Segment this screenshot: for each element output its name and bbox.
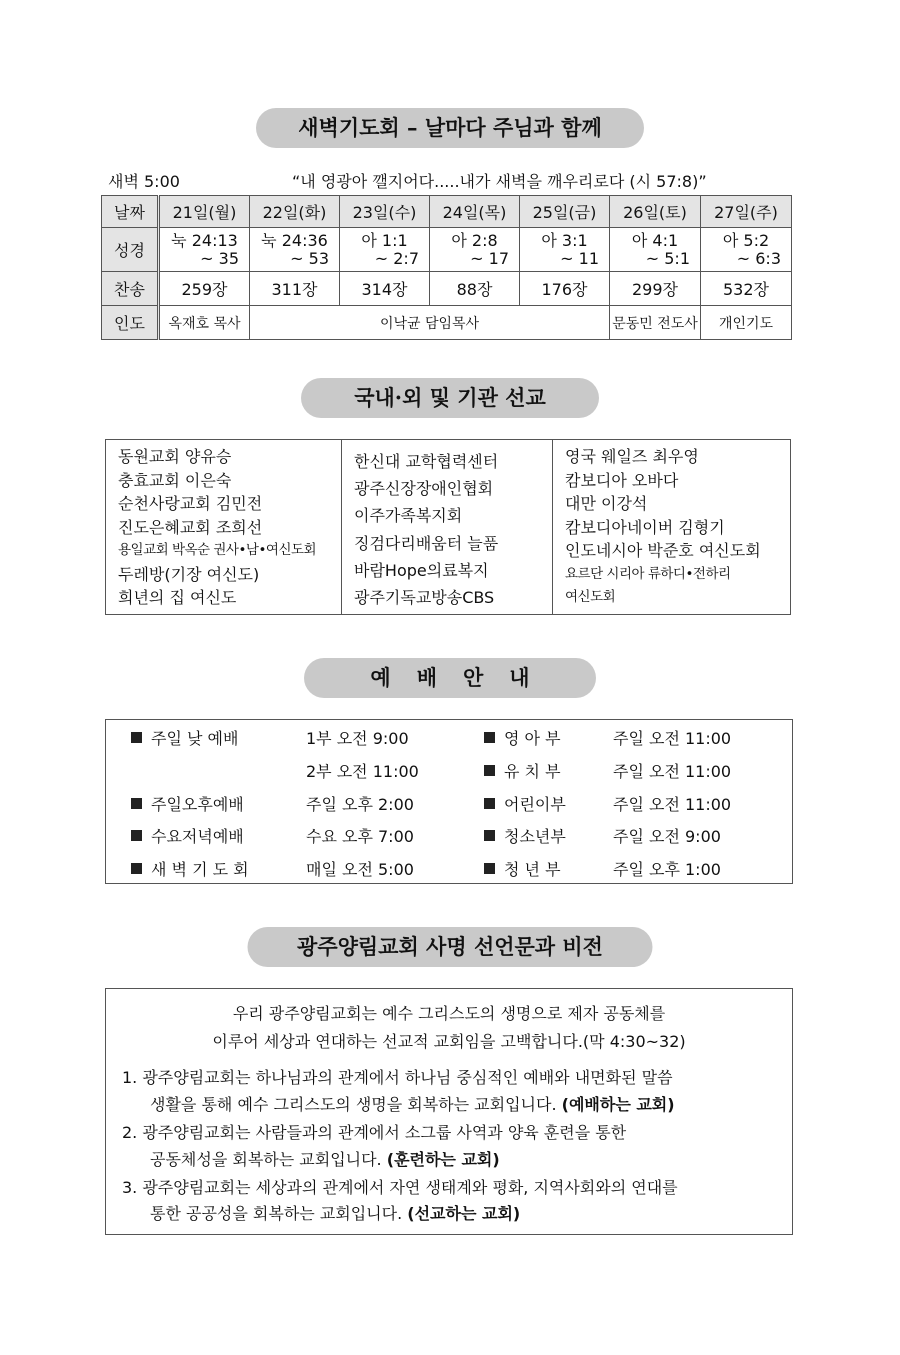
bible-cell: 아 1:1 ~ 2:7 <box>340 228 430 272</box>
vision-item-2-cont: 공동체성을 회복하는 교회입니다. (훈련하는 교회) <box>150 1150 500 1169</box>
dawn-prayer-title: 새벽기도회 – 날마다 주님과 함께 <box>256 108 644 148</box>
row-label-leader: 인도 <box>102 306 159 340</box>
day-cell: 21일(월) <box>159 196 250 228</box>
hymn-cell: 88장 <box>430 272 520 306</box>
list-item: 진도은혜교회 조희선 <box>118 517 263 537</box>
vision-tag: (예배하는 교회) <box>561 1095 675 1114</box>
service-name: 주일오후예배 <box>151 795 244 814</box>
missions-column-domestic-churches <box>106 440 342 614</box>
bible-cell: 아 4:1 ~ 5:1 <box>610 228 701 272</box>
worship-row <box>106 792 792 822</box>
department-name: 어린이부 <box>504 795 566 814</box>
vision-tag: (선교하는 교회) <box>407 1204 521 1223</box>
square-bullet-icon <box>131 798 142 809</box>
department-name: 영 아 부 <box>504 729 561 748</box>
vision-tag: (훈련하는 교회) <box>386 1150 500 1169</box>
list-item: 광주기독교방송CBS <box>354 588 495 608</box>
list-item: 요르단 시리아 류하디•전하리 <box>565 565 731 582</box>
hymn-cell: 176장 <box>520 272 610 306</box>
vision-intro-line: 우리 광주양림교회는 예수 그리스도의 생명으로 제자 공동체를 <box>232 1004 666 1023</box>
list-item: 충효교회 이은숙 <box>118 470 232 490</box>
list-item: 두레방(기장 여신도) <box>118 564 260 584</box>
service-time: 주일 오후 2:00 <box>306 795 414 814</box>
hymn-cell: 299장 <box>610 272 701 306</box>
vision-box <box>105 988 793 1235</box>
department-time: 주일 오후 1:00 <box>613 860 721 879</box>
worship-row <box>106 726 792 756</box>
missions-column-institutions <box>342 440 553 614</box>
bible-cell: 눅 24:13 ~ 35 <box>159 228 250 272</box>
square-bullet-icon <box>484 765 495 776</box>
service-time: 매일 오전 5:00 <box>306 860 414 879</box>
hymn-cell: 532장 <box>701 272 792 306</box>
service-name: 새 벽 기 도 회 <box>151 860 249 879</box>
bible-cell: 아 2:8 ~ 17 <box>430 228 520 272</box>
list-item: 한신대 교학협력센터 <box>354 452 499 471</box>
service-name: 주일 낮 예배 <box>151 729 239 748</box>
list-item: 광주신장장애인협회 <box>354 479 494 499</box>
list-item: 캄보디아네이버 김형기 <box>565 517 725 537</box>
square-bullet-icon <box>484 863 495 874</box>
dawn-schedule-table <box>101 195 792 340</box>
list-item: 동원교회 양유승 <box>118 447 232 466</box>
bible-cell: 아 5:2 ~ 6:3 <box>701 228 792 272</box>
square-bullet-icon <box>484 798 495 809</box>
vision-item-3-cont: 통한 공공성을 회복하는 교회입니다. (선교하는 교회) <box>150 1204 521 1223</box>
leader-cell: 문동민 전도사 <box>610 306 701 340</box>
list-item: 바람Hope의료복지 <box>354 560 489 580</box>
worship-box <box>105 719 793 884</box>
list-item: 순천사랑교회 김민전 <box>118 494 263 513</box>
square-bullet-icon <box>131 830 142 841</box>
missions-box <box>105 439 791 615</box>
list-item: 징검다리배움터 늘품 <box>354 533 499 553</box>
department-time: 주일 오전 11:00 <box>613 762 732 781</box>
row-label-date: 날짜 <box>102 196 159 228</box>
table-row-bible <box>102 228 792 272</box>
vision-item-1: 1. 광주양림교회는 하나님과의 관계에서 하나님 중심적인 예배와 내면화된 말씀 <box>122 1068 673 1087</box>
service-time: 2부 오전 11:00 <box>306 762 419 781</box>
row-label-bible: 성경 <box>102 228 159 272</box>
day-cell: 25일(금) <box>520 196 610 228</box>
service-time: 1부 오전 9:00 <box>306 729 409 748</box>
worship-row <box>106 857 792 887</box>
vision-title: 광주양림교회 사명 선언문과 비전 <box>248 927 653 967</box>
square-bullet-icon <box>131 732 142 743</box>
vision-intro-line: 이루어 세상과 연대하는 선교적 교회임을 고백합니다.(막 4:30~32) <box>212 1032 686 1051</box>
list-item: 이주가족복지회 <box>354 506 463 526</box>
square-bullet-icon <box>484 830 495 841</box>
vision-item-2: 2. 광주양림교회는 사람들과의 관계에서 소그룹 사역과 양육 훈련을 통한 <box>122 1123 627 1142</box>
day-cell: 22일(화) <box>250 196 340 228</box>
square-bullet-icon <box>484 732 495 743</box>
service-time: 수요 오후 7:00 <box>306 827 414 846</box>
square-bullet-icon <box>131 863 142 874</box>
list-item: 영국 웨일즈 최우영 <box>565 447 699 466</box>
hymn-cell: 259장 <box>159 272 250 306</box>
table-row-hymns <box>102 272 792 306</box>
hymn-cell: 311장 <box>250 272 340 306</box>
bible-cell: 아 3:1 ~ 11 <box>520 228 610 272</box>
worship-title: 예배안내 <box>304 658 596 698</box>
department-time: 주일 오전 11:00 <box>613 795 732 814</box>
missions-column-overseas <box>553 440 791 614</box>
worship-row <box>106 824 792 854</box>
department-name: 청 년 부 <box>504 860 561 879</box>
day-cell: 26일(토) <box>610 196 701 228</box>
list-item: 인도네시아 박준호 여신도회 <box>565 541 761 560</box>
day-cell: 24일(목) <box>430 196 520 228</box>
list-item: 여신도회 <box>565 589 616 605</box>
department-name: 유 치 부 <box>504 762 561 781</box>
dawn-time: 새벽 5:00 <box>108 172 180 191</box>
department-name: 청소년부 <box>504 827 566 846</box>
dawn-verse: “내 영광아 깰지어다.....내가 새벽을 깨우리로다 (시 57:8)” <box>292 172 707 191</box>
leader-cell: 이낙균 담임목사 <box>250 306 610 340</box>
missions-title: 국내·외 및 기관 선교 <box>301 378 599 418</box>
service-name: 수요저녁예배 <box>151 827 244 846</box>
leader-cell: 옥재호 목사 <box>159 306 250 340</box>
department-time: 주일 오전 11:00 <box>613 729 732 748</box>
list-item: 희년의 집 여신도 <box>118 588 237 607</box>
list-item: 대만 이강석 <box>565 494 648 513</box>
department-time: 주일 오전 9:00 <box>613 827 721 846</box>
row-label-hymn: 찬송 <box>102 272 159 306</box>
day-cell: 23일(수) <box>340 196 430 228</box>
bible-cell: 눅 24:36 ~ 53 <box>250 228 340 272</box>
vision-item-3: 3. 광주양림교회는 세상과의 관계에서 자연 생태계와 평화, 지역사회와의 연대를 <box>122 1178 678 1197</box>
worship-row <box>106 759 792 789</box>
vision-item-1-cont: 생활을 통해 예수 그리스도의 생명을 회복하는 교회입니다. (예배하는 교회) <box>150 1095 675 1114</box>
day-cell: 27일(주) <box>701 196 792 228</box>
table-row-leaders <box>102 306 792 340</box>
list-item: 용일교회 박옥순 권사•남•여신도회 <box>118 542 317 558</box>
leader-cell: 개인기도 <box>701 306 792 340</box>
list-item: 캄보디아 오바다 <box>565 470 679 490</box>
hymn-cell: 314장 <box>340 272 430 306</box>
table-row-dates <box>102 196 792 228</box>
